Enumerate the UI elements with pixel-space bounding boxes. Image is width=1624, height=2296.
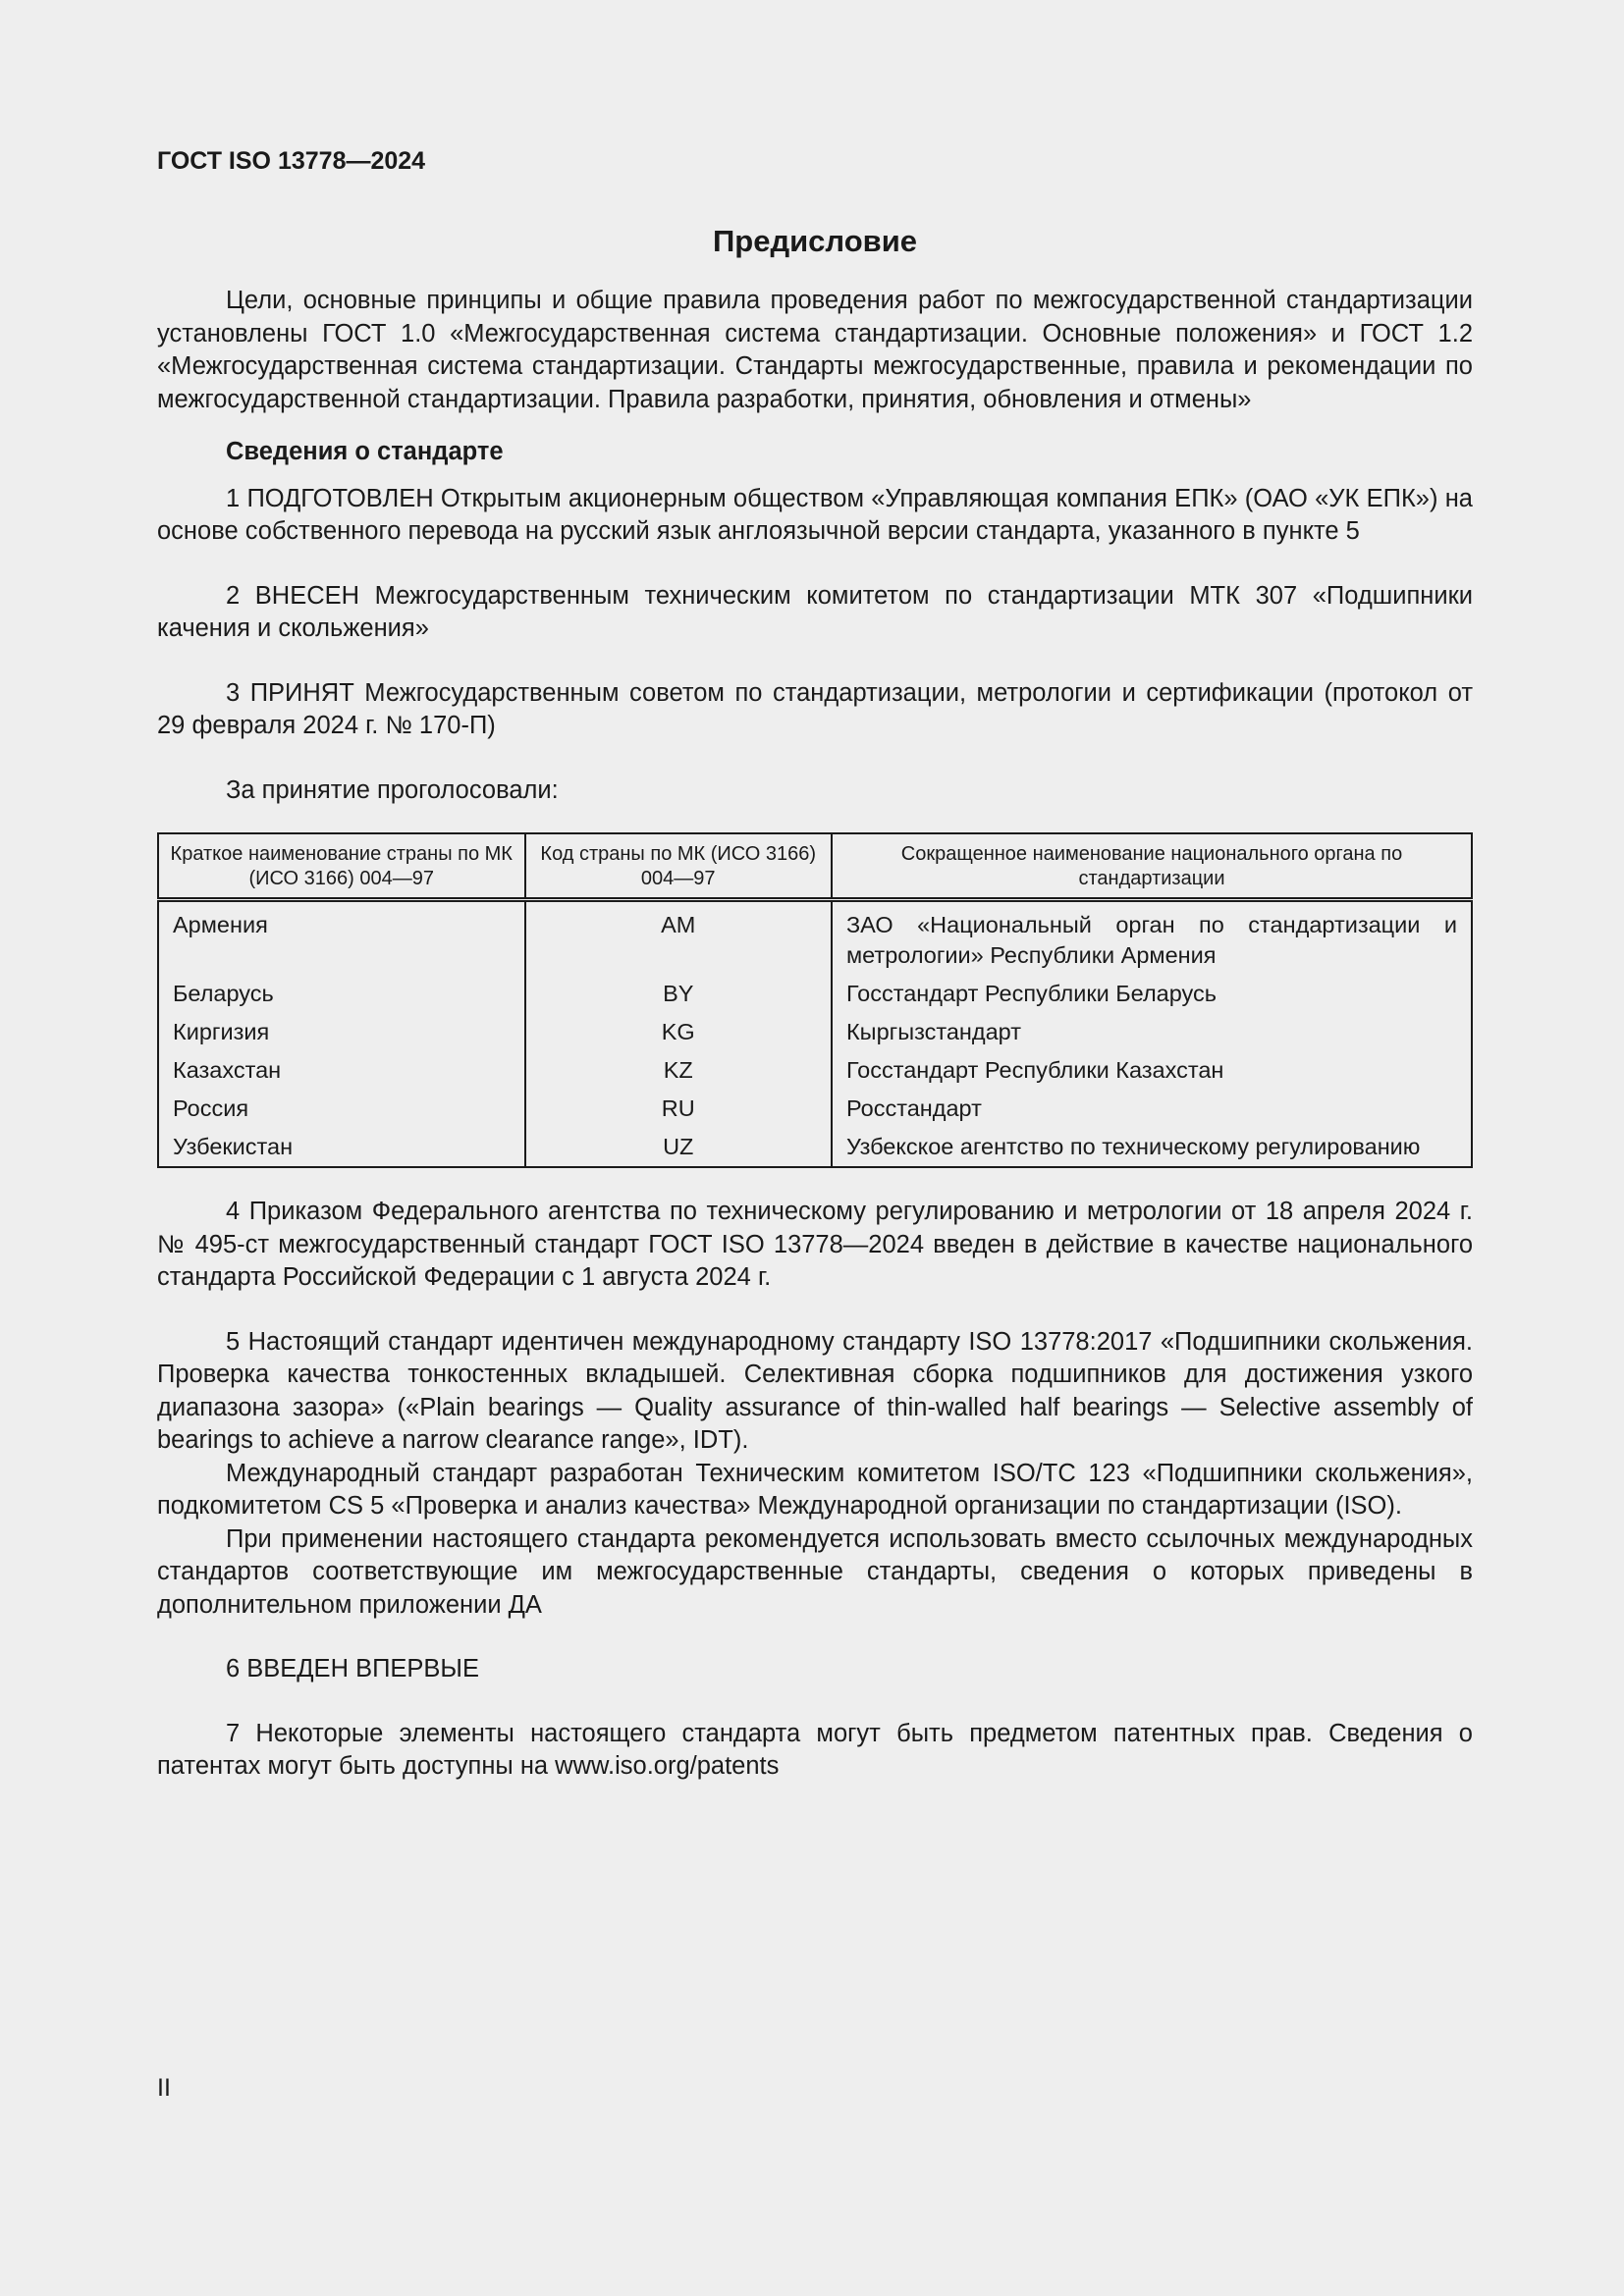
table-row — [158, 1128, 1472, 1167]
country-code: KG — [525, 1013, 832, 1051]
table-row — [158, 1013, 1472, 1051]
item-3-adopted: 3 ПРИНЯТ Межгосударственным советом по стандартизации, метрологии и сертификации (протокол от 29 февраля 2024 г. № 170-П) — [157, 678, 1473, 739]
table-row — [158, 900, 1472, 976]
country-name: Беларусь — [158, 975, 525, 1013]
standards-body-name: Кыргызстандарт — [832, 1013, 1472, 1051]
standards-body-name: ЗАО «Национальный орган по стандартизации и метрологии» Республики Армения — [832, 900, 1472, 976]
page-number: II — [157, 2074, 171, 2102]
document-code-header: ГОСТ ISO 13778—2024 — [157, 147, 426, 175]
item-5-identical-standard: 5 Настоящий стандарт идентичен международному стандарту ISO 13778:2017 «Подшипники скольжения. Проверка качества тонкостенных вкладышей. Селективная сборка подшипников для достижения узкого диапазона зазора» («Plain bearings — Quality assurance of thin-walled half bearings — Selective assembly of bearings to achieve a narrow clearance range», IDT). — [157, 1327, 1473, 1454]
table-row — [158, 975, 1472, 1013]
item-6-first-introduced: 6 ВВЕДЕН ВПЕРВЫЕ — [226, 1655, 480, 1682]
item-4-order: 4 Приказом Федерального агентства по техническому регулированию и метрологии от 18 апреля 2024 г. № 495-ст межгосударственный стандарт ГОСТ ISO 13778—2024 введен в действие в качестве национального стандарта Российской Федерации с 1 августа 2024 г. — [157, 1198, 1473, 1291]
standards-body-name: Росстандарт — [832, 1090, 1472, 1128]
standards-body-name: Узбекское агентство по техническому регулированию — [832, 1128, 1472, 1167]
item-5-developer: Международный стандарт разработан Техническим комитетом ISO/TC 123 «Подшипники скольжения», подкомитетом CS 5 «Проверка и анализ качества» Международной организации по стандартизации (ISO). — [157, 1459, 1473, 1520]
country-code: KZ — [525, 1051, 832, 1090]
country-code: UZ — [525, 1128, 832, 1167]
standard-info-heading: Сведения о стандарте — [226, 438, 504, 465]
item-5-references: При применении настоящего стандарта рекомендуется использовать вместо ссылочных международных стандартов соответствующие им межгосударственные стандарты, сведения о которых приведены в дополнительном приложении ДА — [157, 1524, 1473, 1619]
intro-paragraph: Цели, основные принципы и общие правила проведения работ по межгосударственной стандартизации установлены ГОСТ 1.0 «Межгосударственная система стандартизации. Основные положения» и ГОСТ 1.2 «Межгосударственная система стандартизации. Стандарты межгосударственные, правила и рекомендации по межгосударственной стандартизации. Правила разработки, принятия, обновления и отмены» — [157, 287, 1473, 413]
table-header-row — [158, 833, 1472, 900]
country-name: Казахстан — [158, 1051, 525, 1090]
standards-body-name: Госстандарт Республики Казахстан — [832, 1051, 1472, 1090]
country-name: Киргизия — [158, 1013, 525, 1051]
table-row — [158, 1090, 1472, 1128]
country-code: BY — [525, 975, 832, 1013]
country-code: AM — [525, 900, 832, 976]
country-name: Армения — [158, 900, 525, 976]
column-header-country: Краткое наименование страны по МК (ИСО 3166) 004—97 — [158, 833, 525, 900]
table-row — [158, 1051, 1472, 1090]
country-code: RU — [525, 1090, 832, 1128]
country-name: Узбекистан — [158, 1128, 525, 1167]
voting-countries-table — [157, 832, 1473, 1168]
standards-body-name: Госстандарт Республики Беларусь — [832, 975, 1472, 1013]
item-7-patents: 7 Некоторые элементы настоящего стандарта могут быть предметом патентных прав. Сведения о патентах могут быть доступны на www.iso.org/patents — [157, 1719, 1473, 1780]
item-2-submitted: 2 ВНЕСЕН Межгосударственным техническим комитетом по стандартизации МТК 307 «Подшипники качения и скольжения» — [157, 581, 1473, 642]
voted-for-label: За принятие проголосовали: — [226, 775, 559, 804]
country-name: Россия — [158, 1090, 525, 1128]
column-header-code: Код страны по МК (ИСО 3166) 004—97 — [525, 833, 832, 900]
item-1-prepared: 1 ПОДГОТОВЛЕН Открытым акционерным обществом «Управляющая компания ЕПК» (ОАО «УК ЕПК») на основе собственного перевода на русский язык англоязычной версии стандарта, указанного в пункте 5 — [157, 484, 1473, 545]
foreword-body — [157, 285, 1473, 1784]
column-header-standards-body: Сокращенное наименование национального органа по стандартизации — [832, 833, 1472, 900]
page-title: Предисловие — [712, 224, 917, 258]
